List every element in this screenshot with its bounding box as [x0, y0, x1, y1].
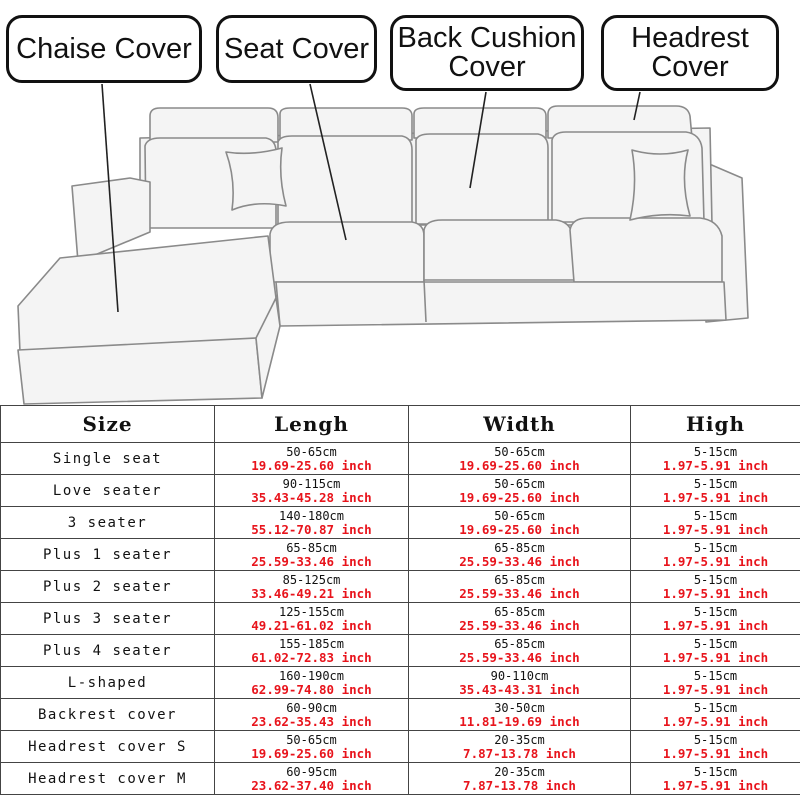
high-cm-value: 5-15cm	[693, 508, 738, 523]
seat-cushion-1	[270, 222, 424, 282]
high-cell	[631, 507, 800, 539]
length-cell	[215, 635, 409, 667]
high-cm-value: 5-15cm	[693, 700, 738, 715]
width-cm-value: 90-110cm	[490, 668, 549, 683]
seat-cover-callout: Seat Cover	[216, 15, 377, 83]
size-name-cell: Plus 1 seater	[1, 539, 215, 571]
width-cell	[409, 443, 631, 475]
length-inch-value: 19.69-25.60 inch	[251, 746, 372, 760]
pillow-left	[226, 148, 286, 210]
width-inch-value: 35.43-43.31 inch	[459, 682, 580, 696]
width-cm-value: 50-65cm	[494, 476, 545, 491]
header-row	[1, 406, 800, 443]
back-cushion-3	[416, 134, 548, 224]
width-cell	[409, 539, 631, 571]
width-inch-value: 25.59-33.46 inch	[459, 586, 580, 600]
width-cm-value: 20-35cm	[494, 732, 545, 747]
length-cell	[215, 667, 409, 699]
length-cell	[215, 763, 409, 795]
size-name-cell: L-shaped	[1, 667, 215, 699]
length-inch-value: 25.59-33.46 inch	[251, 554, 372, 568]
length-cm-value: 160-190cm	[278, 668, 345, 683]
high-cm-value: 5-15cm	[693, 668, 738, 683]
header-length: Lengh	[215, 406, 409, 443]
size-name-cell: Backrest cover	[1, 699, 215, 731]
length-inch-value: 33.46-49.21 inch	[251, 586, 372, 600]
size-name-cell: Plus 4 seater	[1, 635, 215, 667]
high-cm-value: 5-15cm	[693, 636, 738, 651]
width-cm-value: 30-50cm	[494, 700, 545, 715]
high-inch-value: 1.97-5.91 inch	[662, 778, 769, 792]
width-inch-value: 25.59-33.46 inch	[459, 554, 580, 568]
length-cm-value: 155-185cm	[278, 636, 345, 651]
size-table-body	[1, 443, 800, 795]
width-cell	[409, 731, 631, 763]
width-cm-value: 50-65cm	[494, 444, 545, 459]
width-inch-value: 7.87-13.78 inch	[463, 778, 576, 792]
width-cm-value: 65-85cm	[494, 572, 545, 587]
width-cm-value: 65-85cm	[494, 636, 545, 651]
high-cm-value: 5-15cm	[693, 732, 738, 747]
table-row	[1, 699, 800, 731]
headrest-1	[150, 108, 278, 142]
size-table-header	[1, 406, 800, 443]
table-row	[1, 731, 800, 763]
length-inch-value: 35.43-45.28 inch	[251, 490, 372, 504]
length-cell	[215, 539, 409, 571]
length-cell	[215, 475, 409, 507]
size-name-cell: Plus 2 seater	[1, 571, 215, 603]
length-cm-value: 50-65cm	[286, 444, 337, 459]
header-high: High	[631, 406, 800, 443]
high-cell	[631, 539, 800, 571]
chaise-cushion	[18, 236, 276, 352]
width-cell	[409, 571, 631, 603]
length-cm-value: 90-115cm	[282, 476, 341, 491]
length-cell	[215, 603, 409, 635]
table-row	[1, 667, 800, 699]
size-name-cell: Plus 3 seater	[1, 603, 215, 635]
length-inch-value: 49.21-61.02 inch	[251, 618, 372, 632]
high-cell	[631, 475, 800, 507]
length-cell	[215, 443, 409, 475]
header-size: Size	[1, 406, 215, 443]
size-table	[0, 405, 800, 795]
high-cell	[631, 443, 800, 475]
table-row	[1, 571, 800, 603]
length-cell	[215, 699, 409, 731]
high-cm-value: 5-15cm	[693, 572, 738, 587]
high-inch-value: 1.97-5.91 inch	[662, 554, 769, 568]
width-inch-value: 19.69-25.60 inch	[459, 522, 580, 536]
size-name-cell: Love seater	[1, 475, 215, 507]
pillow-right	[630, 150, 690, 220]
width-cm-value: 65-85cm	[494, 540, 545, 555]
length-inch-value: 23.62-35.43 inch	[251, 714, 372, 728]
width-cm-value: 50-65cm	[494, 508, 545, 523]
length-cm-value: 60-95cm	[286, 764, 337, 779]
high-cell	[631, 571, 800, 603]
width-inch-value: 19.69-25.60 inch	[459, 458, 580, 472]
size-name-cell: Single seat	[1, 443, 215, 475]
table-row	[1, 763, 800, 795]
length-cell	[215, 571, 409, 603]
width-inch-value: 19.69-25.60 inch	[459, 490, 580, 504]
width-inch-value: 25.59-33.46 inch	[459, 650, 580, 664]
high-cell	[631, 731, 800, 763]
headrest-cover-callout: Headrest Cover	[601, 15, 779, 91]
width-cell	[409, 507, 631, 539]
width-inch-value: 7.87-13.78 inch	[463, 746, 576, 760]
width-cm-value: 20-35cm	[494, 764, 545, 779]
length-inch-value: 55.12-70.87 inch	[251, 522, 372, 536]
high-inch-value: 1.97-5.91 inch	[662, 458, 769, 472]
seat-cushion-2	[424, 220, 574, 280]
back-cushion-2	[278, 136, 412, 226]
width-cell	[409, 635, 631, 667]
width-cell	[409, 763, 631, 795]
length-inch-value: 19.69-25.60 inch	[251, 458, 372, 472]
width-cm-value: 65-85cm	[494, 604, 545, 619]
high-inch-value: 1.97-5.91 inch	[662, 714, 769, 728]
table-row	[1, 603, 800, 635]
width-cell	[409, 667, 631, 699]
high-cell	[631, 667, 800, 699]
length-cm-value: 65-85cm	[286, 540, 337, 555]
high-cell	[631, 603, 800, 635]
seat-cushion-3	[570, 218, 722, 282]
width-cell	[409, 475, 631, 507]
high-cell	[631, 635, 800, 667]
width-cell	[409, 603, 631, 635]
high-inch-value: 1.97-5.91 inch	[662, 522, 769, 536]
high-cell	[631, 699, 800, 731]
high-inch-value: 1.97-5.91 inch	[662, 490, 769, 504]
width-inch-value: 25.59-33.46 inch	[459, 618, 580, 632]
length-cm-value: 125-155cm	[278, 604, 345, 619]
length-cm-value: 50-65cm	[286, 732, 337, 747]
table-row	[1, 539, 800, 571]
size-name-cell: 3 seater	[1, 507, 215, 539]
high-inch-value: 1.97-5.91 inch	[662, 650, 769, 664]
high-cm-value: 5-15cm	[693, 540, 738, 555]
length-inch-value: 62.99-74.80 inch	[251, 682, 372, 696]
table-row	[1, 475, 800, 507]
length-cm-value: 60-90cm	[286, 700, 337, 715]
high-inch-value: 1.97-5.91 inch	[662, 682, 769, 696]
size-name-cell: Headrest cover M	[1, 763, 215, 795]
table-row	[1, 635, 800, 667]
width-cell	[409, 699, 631, 731]
table-row	[1, 443, 800, 475]
width-inch-value: 11.81-19.69 inch	[459, 714, 580, 728]
back-cushion-cover-callout: Back Cushion Cover	[390, 15, 584, 91]
length-cell	[215, 507, 409, 539]
table-row	[1, 507, 800, 539]
high-inch-value: 1.97-5.91 inch	[662, 746, 769, 760]
high-cm-value: 5-15cm	[693, 604, 738, 619]
high-cm-value: 5-15cm	[693, 764, 738, 779]
chaise-base	[18, 338, 262, 404]
header-width: Width	[409, 406, 631, 443]
chaise-cover-callout: Chaise Cover	[6, 15, 202, 83]
high-inch-value: 1.97-5.91 inch	[662, 586, 769, 600]
sofa-seat-base	[276, 282, 726, 326]
high-cm-value: 5-15cm	[693, 476, 738, 491]
length-cm-value: 85-125cm	[282, 572, 341, 587]
length-inch-value: 23.62-37.40 inch	[251, 778, 372, 792]
high-cell	[631, 763, 800, 795]
length-cm-value: 140-180cm	[278, 508, 345, 523]
length-inch-value: 61.02-72.83 inch	[251, 650, 372, 664]
size-name-cell: Headrest cover S	[1, 731, 215, 763]
high-inch-value: 1.97-5.91 inch	[662, 618, 769, 632]
high-cm-value: 5-15cm	[693, 444, 738, 459]
length-cell	[215, 731, 409, 763]
